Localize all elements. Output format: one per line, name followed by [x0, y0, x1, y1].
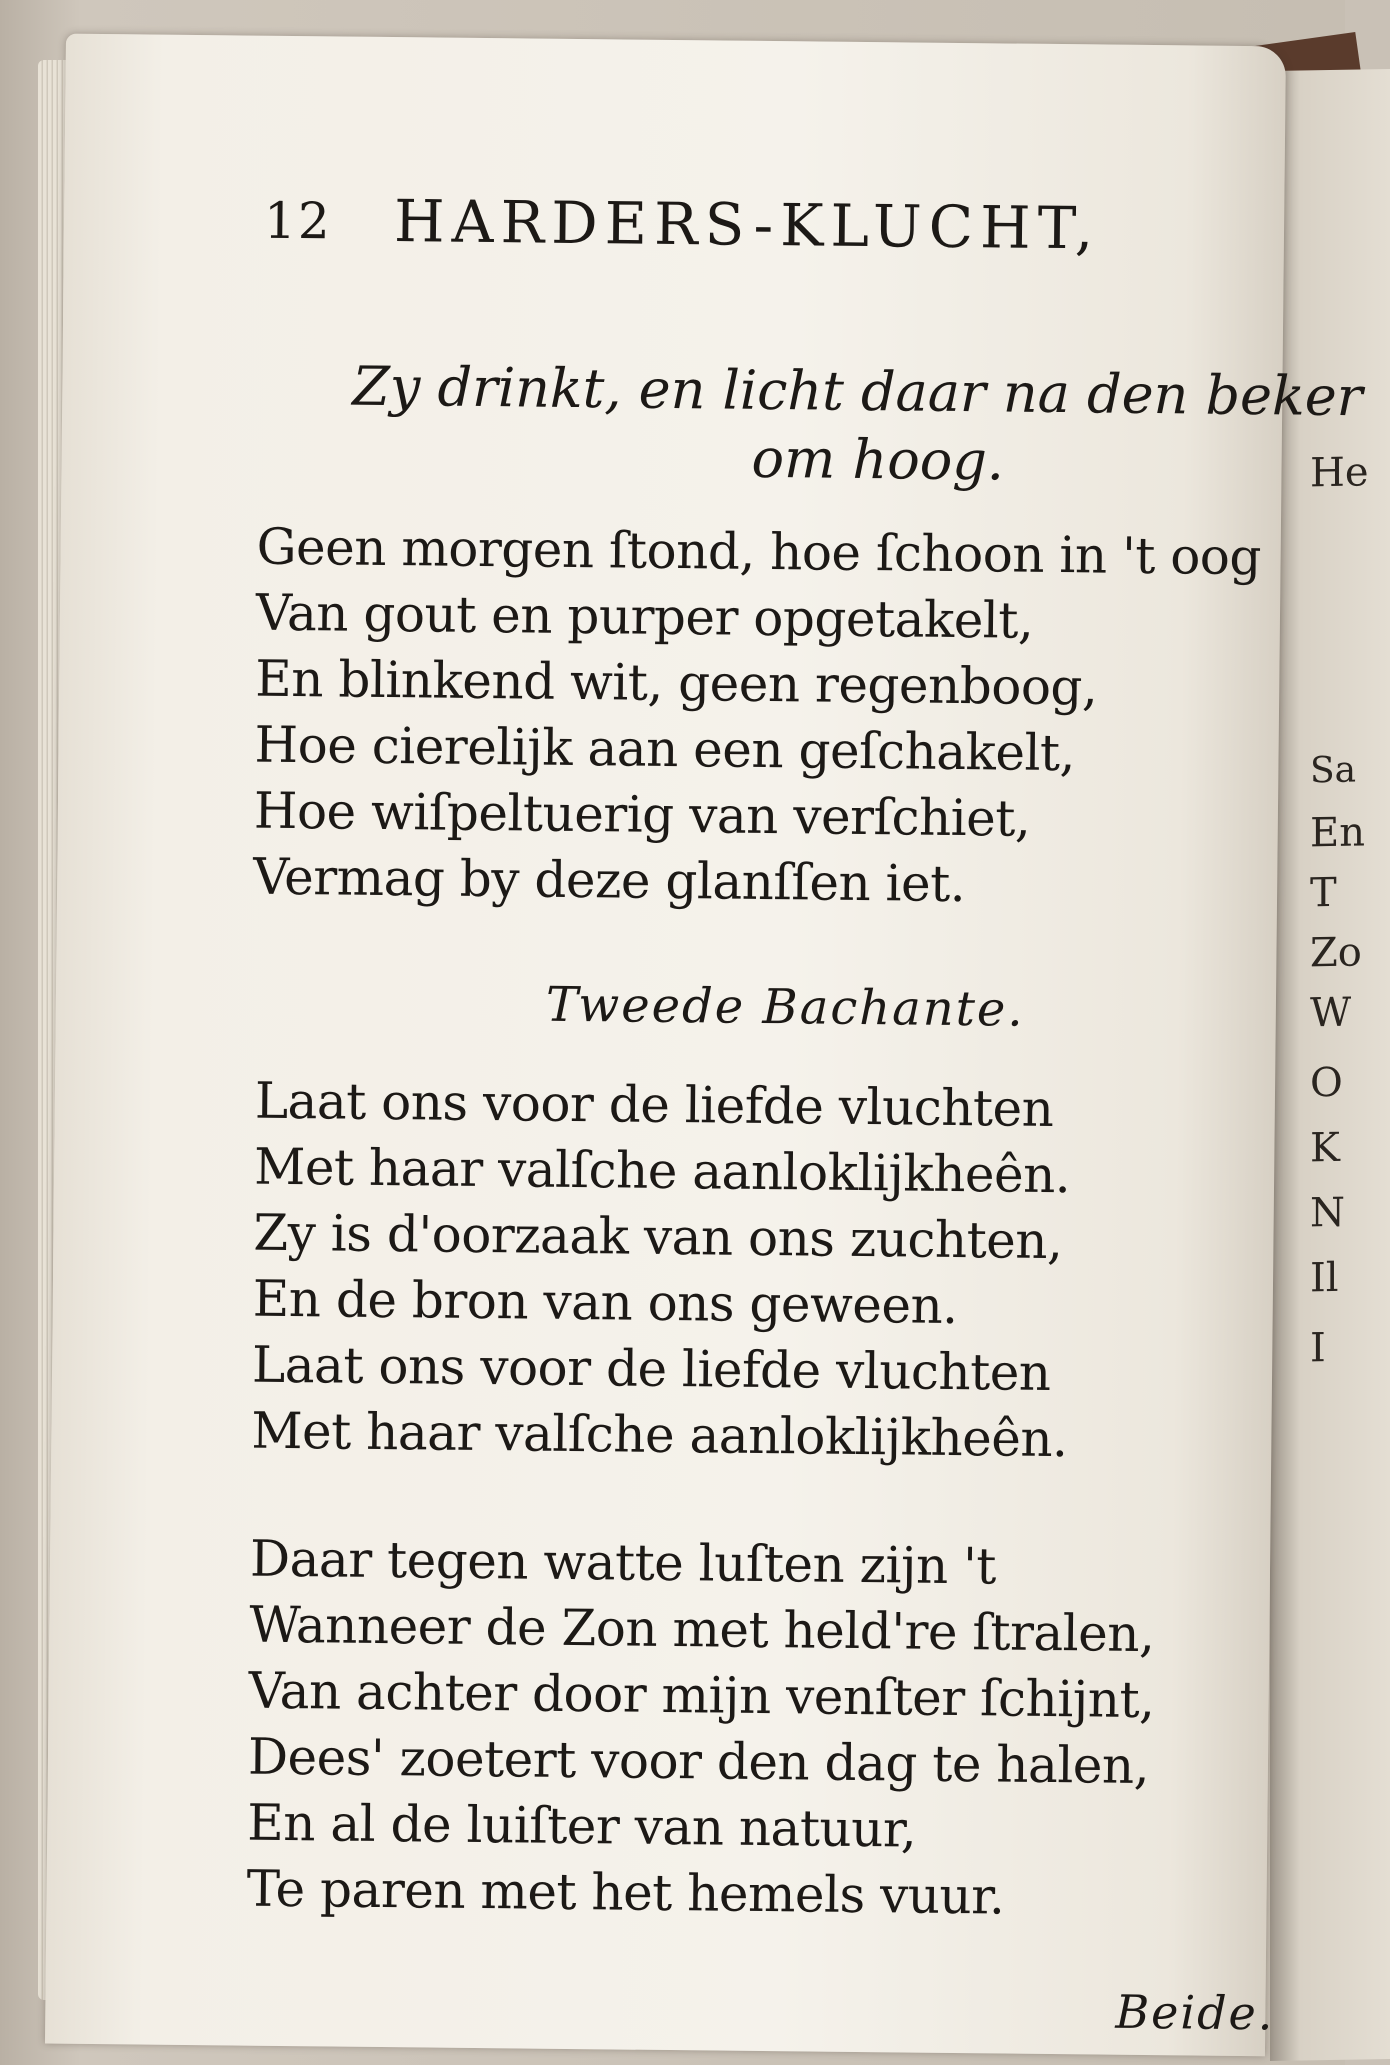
- facing-fragment: T: [1310, 869, 1337, 917]
- facing-fragment: O: [1310, 1059, 1343, 1107]
- verse-line: Wanneer de Zon met held're ſtralen,: [249, 1595, 1155, 1664]
- verse-line: Laat ons voor de liefde vluchten: [251, 1335, 1051, 1402]
- verse-line: Dees' zoetert voor den dag te halen,: [247, 1727, 1150, 1796]
- facing-fragment: Zo: [1310, 929, 1362, 977]
- verse-line: Zy is d'oorzaak van ons zuchten,: [253, 1203, 1063, 1271]
- verse-line: Geen morgen ſtond, hoe ſchoon in 't oog: [256, 517, 1262, 587]
- verse-line: Hoe wiſpeltuerig van verſchiet,: [253, 781, 1031, 848]
- facing-fragment: K: [1310, 1124, 1340, 1172]
- verse-line: Van achter door mijn venſter ſchijnt,: [248, 1661, 1155, 1730]
- verse-line: Met haar valſche aanloklijkheên.: [251, 1401, 1068, 1469]
- verse-line: Daar tegen watte luſten zijn 't: [249, 1529, 997, 1596]
- verse-line: En blinkend wit, geen regenboog,: [254, 649, 1098, 717]
- facing-fragment: Sa: [1310, 749, 1357, 792]
- page-number: 12: [263, 191, 333, 251]
- verse-line: Hoe cierelijk aan een geſchakelt,: [254, 715, 1076, 783]
- verse-line: Van gout en purper opgetakelt,: [255, 583, 1034, 650]
- verse-line: Vermag by deze glanſſen iet.: [252, 847, 966, 914]
- stage-direction-line: Zy drinkt, en licht daar na den beker: [352, 354, 1363, 429]
- facing-fragment: Il: [1310, 1254, 1339, 1302]
- verse-line: En de bron van ons geween.: [252, 1269, 958, 1336]
- facing-fragment: I: [1310, 1325, 1326, 1372]
- facing-fragment: W: [1310, 989, 1352, 1037]
- stage-direction-line: om hoog.: [751, 426, 1005, 493]
- verse-line: Laat ons voor de liefde vluchten: [254, 1071, 1054, 1139]
- running-head: HARDERS-KLUCHT,: [393, 187, 1101, 263]
- verse-line: Met haar valſche aanloklijkheên.: [253, 1137, 1071, 1205]
- speaker-name: Tweede Bachante.: [545, 976, 1025, 1038]
- facing-fragment: He: [1310, 449, 1369, 497]
- verse-line: Te paren met het hemels vuur.: [246, 1859, 1005, 1926]
- facing-fragment: En: [1310, 809, 1365, 857]
- verse-line: En al de luiſter van natuur,: [247, 1793, 917, 1859]
- facing-fragment: N: [1310, 1189, 1345, 1237]
- catchword: Beide.: [1115, 1984, 1275, 2041]
